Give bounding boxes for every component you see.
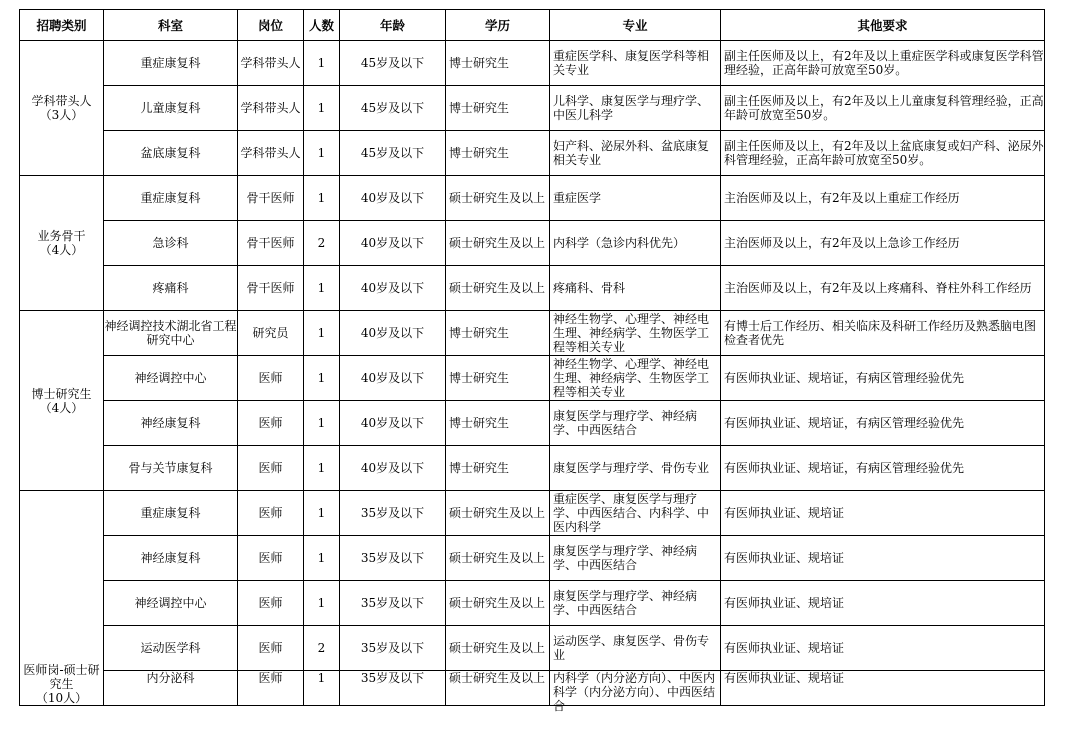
- table-row: [20, 671, 1045, 706]
- count-cell: 1: [304, 446, 340, 491]
- position-cell: [238, 671, 304, 706]
- major-cell: [550, 671, 721, 713]
- requirements-cell: [721, 671, 1045, 706]
- table-row: [20, 41, 1045, 86]
- position-cell: 学科带头人: [238, 131, 304, 176]
- department-cell: 儿童康复科: [104, 86, 238, 131]
- education-cell: 硕士研究生及以上: [446, 491, 550, 536]
- category-cell: [20, 176, 104, 311]
- table-row: [20, 221, 1045, 266]
- department-cell: 急诊科: [104, 221, 238, 266]
- position-cell: 骨干医师: [238, 176, 304, 221]
- position-cell: 医师: [238, 356, 304, 401]
- requirements-cell: 有医师执业证、规培证: [721, 536, 1045, 581]
- table-row: [20, 176, 1045, 221]
- category-cell: [20, 41, 104, 176]
- position-cell: 研究员: [238, 311, 304, 356]
- position-cell: 医师: [238, 581, 304, 626]
- table-row: [20, 491, 1045, 536]
- count-cell: 1: [304, 266, 340, 311]
- table-row: [20, 86, 1045, 131]
- department-cell: 盆底康复科: [104, 131, 238, 176]
- requirements-cell: 主治医师及以上，有2年及以上重症工作经历: [721, 176, 1045, 221]
- education-cell: 硕士研究生及以上: [446, 581, 550, 626]
- count-cell-text: 1: [317, 671, 326, 685]
- department-cell: [104, 671, 238, 706]
- requirements-cell: 有医师执业证、规培证: [721, 491, 1045, 536]
- position-cell-text: 医师: [258, 671, 283, 685]
- position-cell: 医师: [238, 446, 304, 491]
- major-cell: 重症医学科、康复医学科等相关专业: [550, 41, 721, 86]
- education-cell: 博士研究生: [446, 86, 550, 131]
- department-cell: 重症康复科: [104, 491, 238, 536]
- table-row: [20, 581, 1045, 626]
- education-cell-text: 硕士研究生及以上: [449, 671, 546, 685]
- count-cell: 1: [304, 131, 340, 176]
- department-cell: 神经康复科: [104, 536, 238, 581]
- count-cell: 1: [304, 86, 340, 131]
- requirements-cell: 副主任医师及以上，有2年及以上儿童康复科管理经验，正高年龄可放宽至50岁。: [721, 86, 1045, 131]
- position-cell: 骨干医师: [238, 221, 304, 266]
- count-cell: 2: [304, 221, 340, 266]
- major-cell-text: 内科学（内分泌方向）、中医内科学（内分泌方向）、中西医结合: [553, 671, 716, 713]
- department-cell-text: 内分泌科: [146, 671, 195, 685]
- requirements-cell: 有医师执业证、规培证，有病区管理经验优先: [721, 446, 1045, 491]
- education-cell: 硕士研究生及以上: [446, 221, 550, 266]
- header-row: [20, 10, 1045, 41]
- education-cell: 硕士研究生及以上: [446, 536, 550, 581]
- education-cell: 博士研究生: [446, 311, 550, 356]
- table-row: [20, 311, 1045, 356]
- department-cell: 骨与关节康复科: [104, 446, 238, 491]
- count-cell: 1: [304, 491, 340, 536]
- category-label: 业务骨干: [37, 229, 86, 243]
- category-count: （3人）: [39, 108, 84, 122]
- education-cell: 硕士研究生及以上: [446, 266, 550, 311]
- major-cell: 运动医学、康复医学、骨伤专业: [550, 626, 721, 671]
- major-cell: 康复医学与理疗学、骨伤专业: [550, 446, 721, 491]
- table-row: [20, 536, 1045, 581]
- age-cell: [340, 671, 446, 706]
- count-cell: 1: [304, 311, 340, 356]
- requirements-cell: 主治医师及以上，有2年及以上疼痛科、脊柱外科工作经历: [721, 266, 1045, 311]
- education-cell: 博士研究生: [446, 41, 550, 86]
- table-header: [20, 10, 1045, 41]
- age-cell: 35岁及以下: [340, 581, 446, 626]
- count-cell: 1: [304, 581, 340, 626]
- category-count: （4人）: [39, 400, 84, 415]
- education-cell: 博士研究生: [446, 446, 550, 491]
- count-cell: 2: [304, 626, 340, 671]
- age-cell: 40岁及以下: [340, 311, 446, 356]
- age-cell: 35岁及以下: [340, 626, 446, 671]
- count-cell: 1: [304, 536, 340, 581]
- major-cell: 重症医学: [550, 176, 721, 221]
- requirements-cell: 有医师执业证、规培证，有病区管理经验优先: [721, 401, 1045, 446]
- education-cell: 博士研究生: [446, 131, 550, 176]
- department-cell: 重症康复科: [104, 41, 238, 86]
- table-row: [20, 626, 1045, 671]
- age-cell: 45岁及以下: [340, 41, 446, 86]
- header-position: 岗位: [238, 10, 304, 41]
- requirements-cell: 有医师执业证、规培证，有病区管理经验优先: [721, 356, 1045, 401]
- recruitment-table: [19, 9, 1045, 713]
- position-cell: 医师: [238, 626, 304, 671]
- category-label: 博士研究生: [31, 386, 92, 401]
- education-cell: [446, 671, 550, 706]
- table-body: [20, 41, 1045, 713]
- count-cell: [304, 671, 340, 706]
- category-label: 学科带头人: [31, 94, 92, 108]
- education-cell: 硕士研究生及以上: [446, 626, 550, 671]
- age-cell: 40岁及以下: [340, 266, 446, 311]
- table-row: [20, 356, 1045, 401]
- education-cell: 博士研究生: [446, 401, 550, 446]
- age-cell-text: 35岁及以下: [360, 671, 425, 685]
- position-cell: 骨干医师: [238, 266, 304, 311]
- major-cell: 妇产科、泌尿外科、盆底康复相关专业: [550, 131, 721, 176]
- department-cell: 神经调控中心: [104, 581, 238, 626]
- requirements-cell: 副主任医师及以上，有2年及以上盆底康复或妇产科、泌尿外科管理经验，正高年龄可放宽至50岁。: [721, 131, 1045, 176]
- count-cell: 1: [304, 41, 340, 86]
- department-cell: 重症康复科: [104, 176, 238, 221]
- position-cell: 学科带头人: [238, 86, 304, 131]
- count-cell: 1: [304, 176, 340, 221]
- header-education: 学历: [446, 10, 550, 41]
- major-cell: 内科学（急诊内科优先）: [550, 221, 721, 266]
- requirements-cell: 副主任医师及以上，有2年及以上重症医学科或康复医学科管理经验，正高年龄可放宽至50岁。: [721, 41, 1045, 86]
- age-cell: 35岁及以下: [340, 536, 446, 581]
- position-cell: 医师: [238, 401, 304, 446]
- age-cell: 35岁及以下: [340, 491, 446, 536]
- age-cell: 40岁及以下: [340, 446, 446, 491]
- category-count: （4人）: [39, 243, 84, 257]
- position-cell: 学科带头人: [238, 41, 304, 86]
- major-cell: 康复医学与理疗学、神经病学、中西医结合: [550, 401, 721, 446]
- header-requirements: 其他要求: [721, 10, 1045, 41]
- education-cell: 硕士研究生及以上: [446, 176, 550, 221]
- age-cell: 45岁及以下: [340, 86, 446, 131]
- count-cell: 1: [304, 401, 340, 446]
- age-cell: 40岁及以下: [340, 221, 446, 266]
- department-cell: 神经康复科: [104, 401, 238, 446]
- requirements-cell: 主治医师及以上，有2年及以上急诊工作经历: [721, 221, 1045, 266]
- header-major: 专业: [550, 10, 721, 41]
- major-cell: 疼痛科、骨科: [550, 266, 721, 311]
- major-cell: 重症医学、康复医学与理疗学、中西医结合、内科学、中医内科学: [550, 491, 721, 536]
- header-category: 招聘类别: [20, 10, 104, 41]
- category-count: （10人）: [35, 691, 88, 705]
- major-cell: 神经生物学、心理学、神经电生理、神经病学、生物医学工程等相关专业: [550, 311, 721, 356]
- department-cell: 神经调控技术湖北省工程研究中心: [104, 311, 238, 356]
- requirements-cell-text: 有医师执业证、规培证: [724, 671, 845, 685]
- header-age: 年龄: [340, 10, 446, 41]
- department-cell: 神经调控中心: [104, 356, 238, 401]
- header-department: 科室: [104, 10, 238, 41]
- category-cell: [20, 311, 104, 491]
- department-cell: 疼痛科: [104, 266, 238, 311]
- age-cell: 40岁及以下: [340, 356, 446, 401]
- table-row: [20, 131, 1045, 176]
- category-label: 医师岗-硕士研究生: [23, 663, 100, 691]
- position-cell: 医师: [238, 536, 304, 581]
- age-cell: 45岁及以下: [340, 131, 446, 176]
- age-cell: 40岁及以下: [340, 176, 446, 221]
- table-row: [20, 446, 1045, 491]
- requirements-cell: 有医师执业证、规培证: [721, 626, 1045, 671]
- major-cell: 儿科学、康复医学与理疗学、中医儿科学: [550, 86, 721, 131]
- category-cell: [20, 491, 104, 706]
- age-cell: 40岁及以下: [340, 401, 446, 446]
- requirements-cell: 有医师执业证、规培证: [721, 581, 1045, 626]
- header-count: 人数: [304, 10, 340, 41]
- major-cell: 康复医学与理疗学、神经病学、中西医结合: [550, 581, 721, 626]
- count-cell: 1: [304, 356, 340, 401]
- table-row: [20, 401, 1045, 446]
- department-cell: 运动医学科: [104, 626, 238, 671]
- education-cell: 博士研究生: [446, 356, 550, 401]
- major-cell: 神经生物学、心理学、神经电生理、神经病学、生物医学工程等相关专业: [550, 356, 721, 401]
- requirements-cell: 有博士后工作经历、相关临床及科研工作经历及熟悉脑电图检查者优先: [721, 311, 1045, 356]
- position-cell: 医师: [238, 491, 304, 536]
- major-cell: 康复医学与理疗学、神经病学、中西医结合: [550, 536, 721, 581]
- table-row: [20, 266, 1045, 311]
